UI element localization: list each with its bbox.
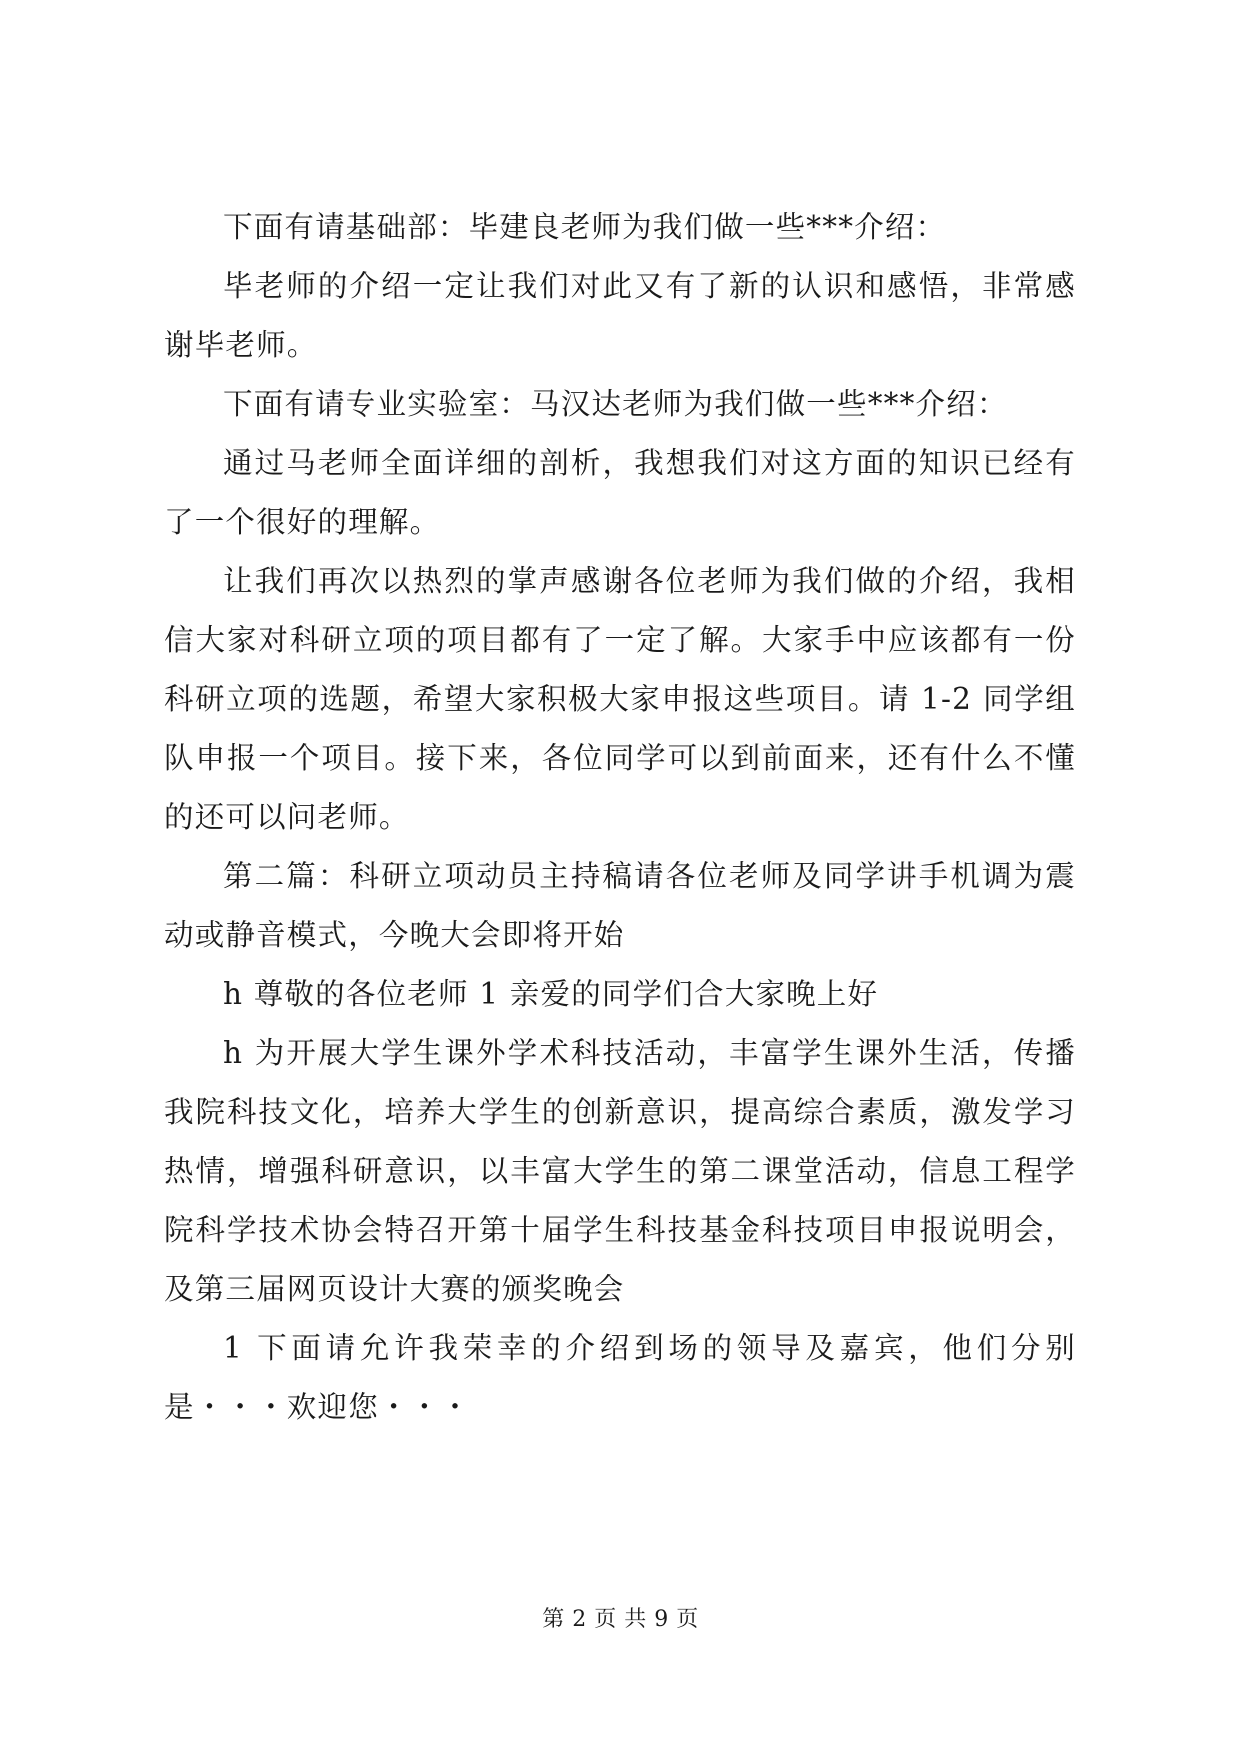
paragraph: 第二篇：科研立项动员主持稿请各位老师及同学讲手机调为震动或静音模式，今晚大会即将开始 <box>164 859 1076 952</box>
document-body <box>164 198 1076 1437</box>
page-number-footer: 第 2 页 共 9 页 <box>542 1607 699 1632</box>
paragraph: 下面有请专业实验室：马汉达老师为我们做一些***介绍： <box>223 387 1008 421</box>
paragraph: 毕老师的介绍一定让我们对此又有了新的认识和感悟，非常感谢毕老师。 <box>164 269 1076 362</box>
paragraph: h 尊敬的各位老师 1 亲爱的同学们合大家晚上好 <box>223 977 879 1011</box>
paragraph: 让我们再次以热烈的掌声感谢各位老师为我们做的介绍，我相信大家对科研立项的项目都有了一定了解。大家手中应该都有一份科研立项的选题，希望大家积极大家申报这些项目。请 1-2 同学组队申报一个项目。接下来，各位同学可以到前面来，还有什么不懂的还可以问老师。 <box>164 564 1076 834</box>
paragraph: 1 下面请允许我荣幸的介绍到场的领导及嘉宾，他们分别是・・・欢迎您・・・ <box>164 1331 1076 1424</box>
paragraph: h 为开展大学生课外学术科技活动，丰富学生课外生活，传播我院科技文化，培养大学生的创新意识，提高综合素质，激发学习热情，增强科研意识，以丰富大学生的第二课堂活动，信息工程学院科学技术协会特召开第十届学生科技基金科技项目申报说明会，及第三届网页设计大赛的颁奖晚会 <box>164 1036 1076 1306</box>
paragraph: 下面有请基础部：毕建良老师为我们做一些***介绍： <box>223 210 947 244</box>
paragraph: 通过马老师全面详细的剖析，我想我们对这方面的知识已经有了一个很好的理解。 <box>164 446 1076 539</box>
